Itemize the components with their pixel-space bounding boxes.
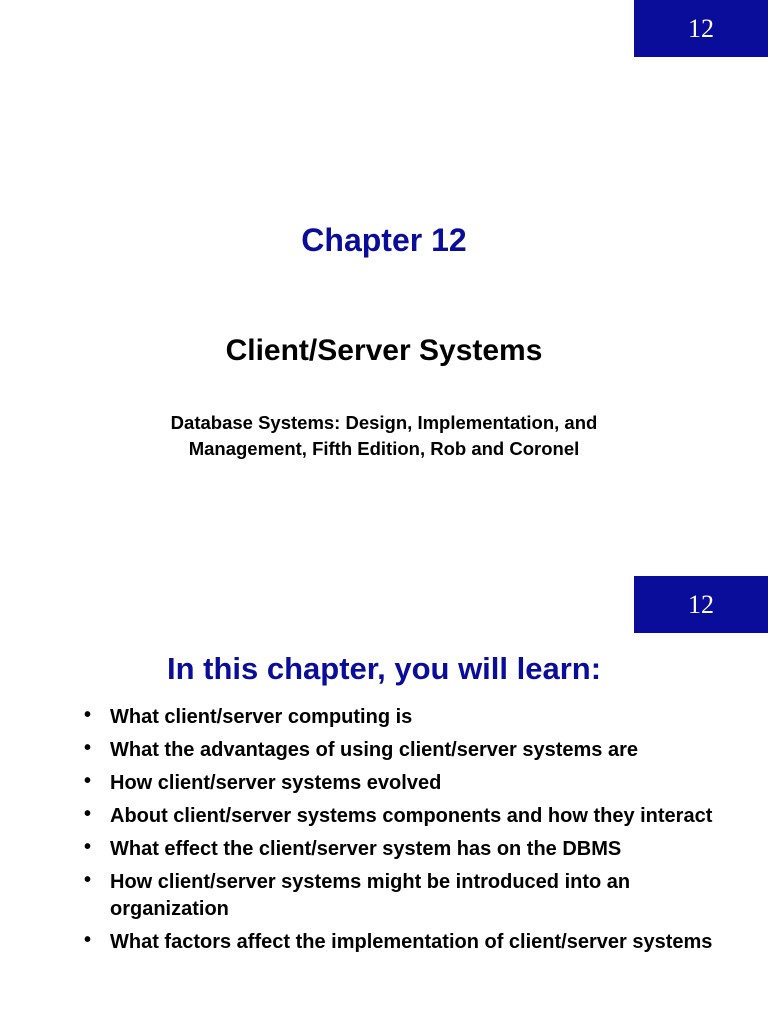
list-item: • What client/server computing is bbox=[84, 704, 734, 731]
objectives-slide bbox=[0, 576, 768, 1024]
list-item: • How client/server systems evolved bbox=[84, 770, 734, 797]
chapter-title: Chapter 12 bbox=[301, 222, 467, 258]
chapter-badge: 12 bbox=[634, 576, 768, 633]
list-item: • What factors affect the implementation of client/server systems bbox=[84, 929, 734, 956]
list-item: • How client/server systems might be introduced into an organization bbox=[84, 869, 734, 923]
objectives-list bbox=[84, 704, 734, 962]
chapter-badge: 12 bbox=[634, 0, 768, 57]
list-item: • About client/server systems components and how they interact bbox=[84, 803, 734, 830]
objectives-heading: In this chapter, you will learn: bbox=[166, 651, 602, 686]
list-item: • What effect the client/server system has on the DBMS bbox=[84, 836, 734, 863]
subtitle bbox=[0, 410, 768, 462]
list-item: • What the advantages of using client/server systems are bbox=[84, 737, 734, 764]
main-title: Client/Server Systems bbox=[225, 334, 543, 367]
subtitle-line-2: Management, Fifth Edition, Rob and Coronel bbox=[188, 438, 580, 459]
subtitle-line-1: Database Systems: Design, Implementation, and bbox=[170, 412, 598, 433]
